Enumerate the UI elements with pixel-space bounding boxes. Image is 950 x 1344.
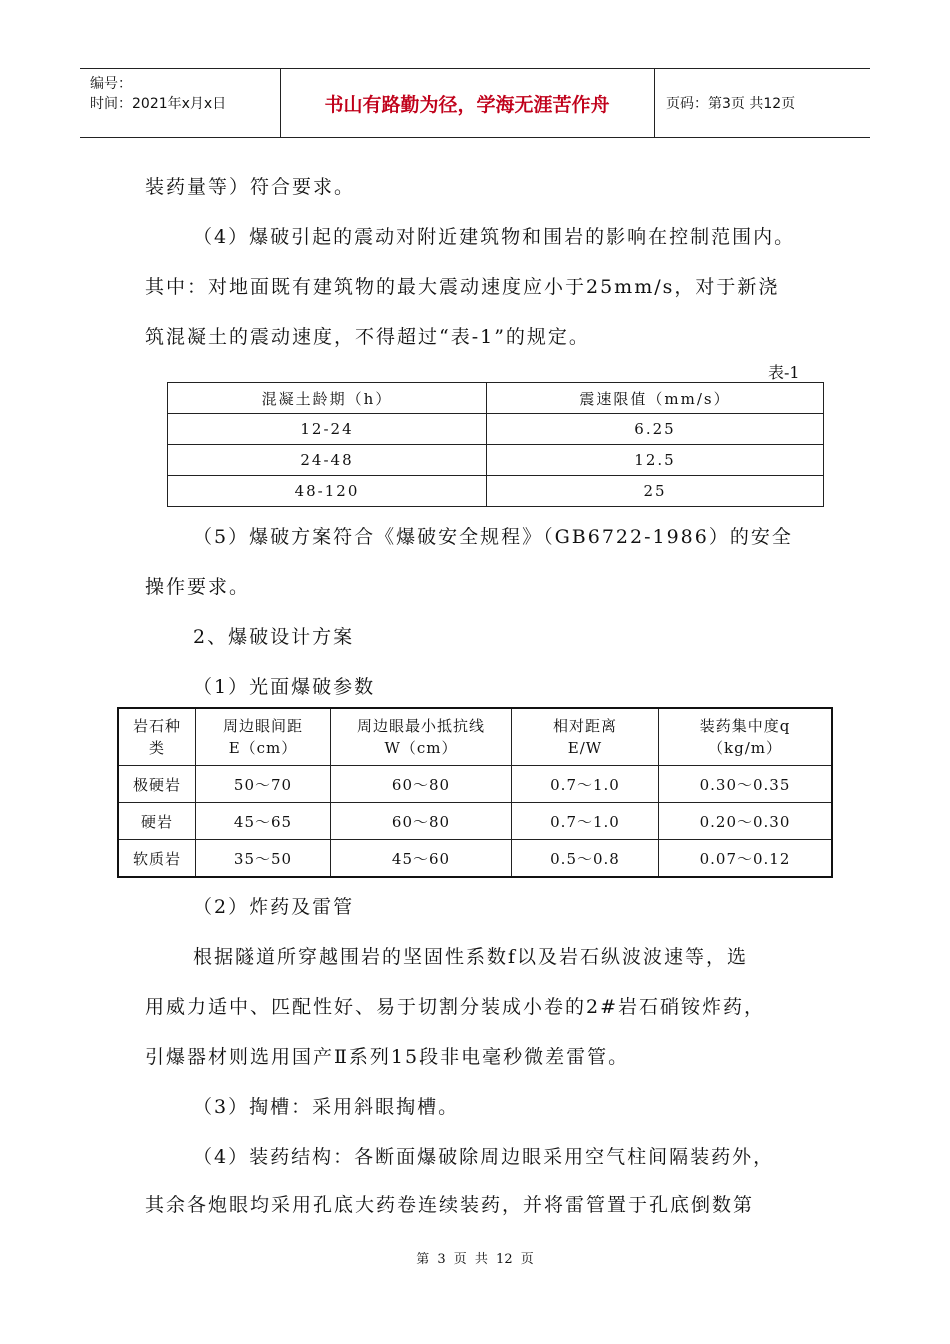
table-cell: 60～80 [331,766,512,803]
table-header-cell: 周边眼间距 E（cm） [196,708,331,766]
table-cell: 0.20～0.30 [659,803,833,840]
table-header-cell: 相对距离 E/W [512,708,659,766]
body-line-15: 其余各炮眼均采用孔底大药卷连续装药，并将雷管置于孔底倒数第 [145,1194,755,1216]
time-label: 时间：2021年x月x日 [90,96,227,112]
subsection-heading: （2）炸药及雷管 [193,896,355,918]
table-row [168,445,824,476]
body-line-10: 根据隧道所穿越围岩的坚固性系数f以及岩石纵波波速等，选 [193,946,749,968]
table-header-cell: 震速限值（mm/s） [487,383,824,414]
table-cell: 0.7～1.0 [512,803,659,840]
page-header [80,68,870,138]
smooth-blasting-params-table [117,707,833,878]
body-line-3: 其中：对地面既有建筑物的最大震动速度应小于25mm/s，对于新浇 [145,276,780,298]
page-footer: 第 3 页 共 12 页 [416,1252,534,1267]
table-cell: 50～70 [196,766,331,803]
table-cell: 25 [487,476,824,507]
header-page-number: 页码：第3页 共12页 [666,96,796,112]
table-cell: 极硬岩 [118,766,196,803]
table-row [168,414,824,445]
table-cell: 0.30～0.35 [659,766,833,803]
table-header-row [168,383,824,414]
doc-number-label: 编号： [90,76,132,92]
table-cell: 6.25 [487,414,824,445]
table-row [118,803,832,840]
table-cell: 硬岩 [118,803,196,840]
body-line-2: （4）爆破引起的震动对附近建筑物和围岩的影响在控制范围内。 [193,226,796,248]
table-cell: 12-24 [168,414,487,445]
body-line-1: 装药量等）符合要求。 [145,176,356,198]
table-header-cell: 混凝土龄期（h） [168,383,487,414]
body-line-12: 引爆器材则选用国产Ⅱ系列15段非电毫秒微差雷管。 [145,1046,630,1068]
body-line-11: 用威力适中、匹配性好、易于切割分装成小卷的2#岩石硝铵炸药， [145,996,766,1018]
body-line-5: （5）爆破方案符合《爆破安全规程》（GB6722-1986）的安全 [193,526,793,548]
table-header-row [118,708,832,766]
table-cell: 45～60 [331,840,512,878]
vibration-limit-table [167,382,824,507]
subsection-heading: （1）光面爆破参数 [193,676,376,698]
table-cell: 45～65 [196,803,331,840]
table-cell: 软质岩 [118,840,196,878]
table-header-cell: 岩石种 类 [118,708,196,766]
table-cell: 24-48 [168,445,487,476]
table-cell: 35～50 [196,840,331,878]
table1-caption: 表-1 [768,363,800,382]
body-line-6: 操作要求。 [145,576,251,598]
table-header-cell: 周边眼最小抵抗线 W（cm） [331,708,512,766]
table-cell: 0.07～0.12 [659,840,833,878]
table-header-cell: 装药集中度q （kg/m） [659,708,833,766]
table-row [118,766,832,803]
body-line-14: （4）装药结构：各断面爆破除周边眼采用空气柱间隔装药外， [193,1146,775,1168]
body-line-4: 筑混凝土的震动速度，不得超过“表-1”的规定。 [145,326,590,348]
table-cell: 12.5 [487,445,824,476]
table-row [168,476,824,507]
body-line-13: （3）掏槽：采用斜眼掏槽。 [193,1096,460,1118]
header-meta-cell [80,69,281,137]
table-cell: 0.7～1.0 [512,766,659,803]
section-heading: 2、爆破设计方案 [193,626,355,648]
table-cell: 0.5～0.8 [512,840,659,878]
header-motto: 书山有路勤为径，学海无涯苦作舟 [280,69,655,137]
table-cell: 60～80 [331,803,512,840]
table-row [118,840,832,878]
table-cell: 48-120 [168,476,487,507]
